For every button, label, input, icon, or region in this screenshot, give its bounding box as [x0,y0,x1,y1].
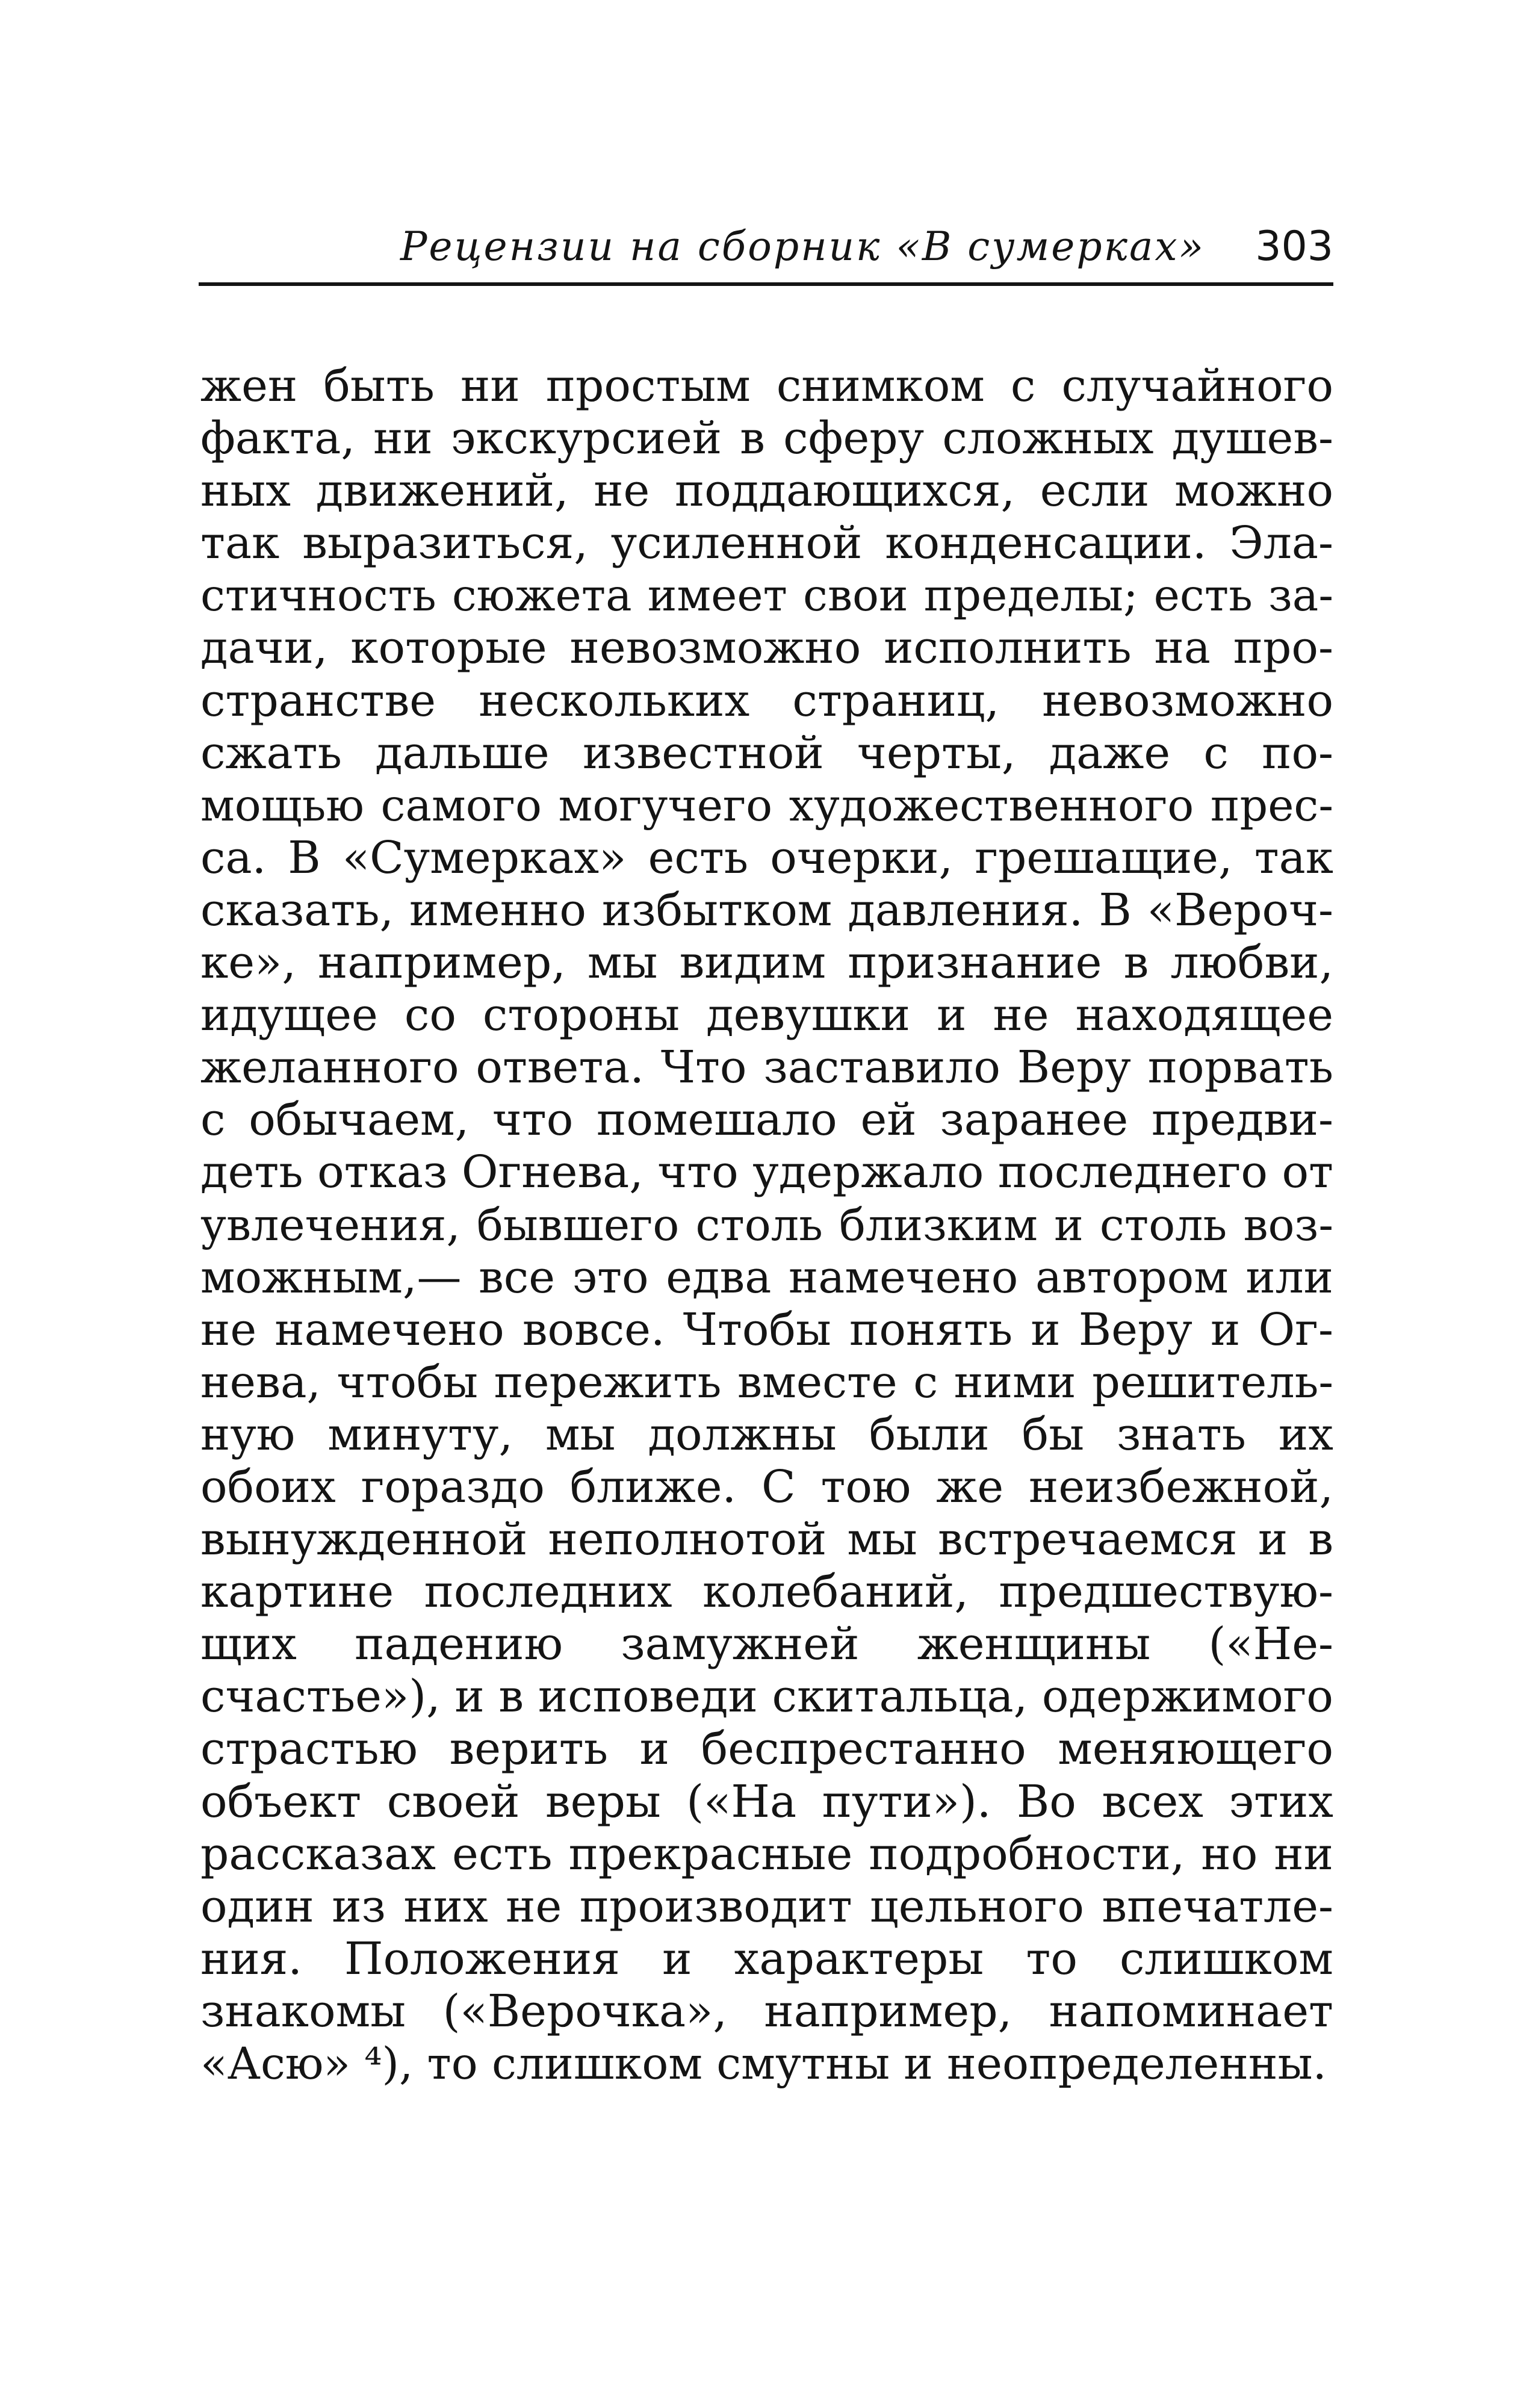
header-rule [199,282,1333,286]
text-line: дачи, которые невозможно исполнить на про- [200,622,1333,674]
page-number: 303 [1255,223,1333,270]
text-line: факта, ни экскурсией в сферу сложных душев- [200,412,1333,465]
running-title: Рецензии на сборник «В сумерках» [400,223,1205,270]
text-line: объект своей веры («На пути»). Во всех этих [200,1775,1333,1828]
text-line: увлечения, бывшего столь близким и столь воз- [200,1199,1333,1251]
text-line: картине последних колебаний, предшествую- [200,1566,1333,1618]
text-line: мощью самого могучего художественного прес- [200,780,1333,831]
text-line: ную минуту, мы должны были бы знать их [200,1408,1333,1460]
text-line: обоих гораздо ближе. С тою же неизбежной, [200,1460,1333,1513]
text-line: идущее со стороны девушки и не находящее [200,989,1333,1041]
text-line: так выразиться, усиленной конденсации. Эла- [200,517,1333,569]
text-line: не намечено вовсе. Чтобы понять и Веру и Ог- [200,1303,1333,1356]
text-line: счастье»), и в исповеди скитальца, одержимого [200,1671,1333,1723]
text-line: «Асю» ⁴), то слишком смутны и неопределенны. [200,2038,1327,2090]
text-line: знакомы («Верочка», например, напоминает [200,1985,1333,2037]
text-line: с обычаем, что помешало ей заранее предви- [200,1094,1333,1146]
text-line: желанного ответа. Что заставило Веру порвать [200,1041,1333,1094]
text-line: сжать дальше известной черты, даже с по- [200,727,1333,779]
text-line: ных движений, не поддающихся, если можно [200,465,1333,517]
text-line: странстве нескольких страниц, невозможно [200,674,1333,727]
body-text [200,360,1333,2090]
text-line: стичность сюжета имеет свои пределы; есть за- [200,570,1333,622]
running-head [199,214,1333,280]
text-line: нева, чтобы пережить вместе с ними решитель- [200,1356,1333,1408]
text-line: сказать, именно избытком давления. В «Вероч- [200,884,1333,936]
text-line: вынужденной неполнотой мы встречаемся и в [200,1513,1333,1566]
text-line: рассказах есть прекрасные подробности, но ни [200,1828,1333,1880]
text-line: один из них не производит цельного впечатле- [200,1880,1333,1932]
text-line: страстью верить и беспрестанно меняющего [200,1723,1333,1775]
text-line: деть отказ Огнева, что удержало последнего от [200,1146,1333,1199]
text-line: са. В «Сумерках» есть очерки, грешащие, так [200,831,1333,884]
text-line: ке», например, мы видим признание в любви, [200,937,1333,989]
text-line: щих падению замужней женщины («Не- [200,1618,1333,1671]
text-line: жен быть ни простым снимком с случайного [200,360,1333,412]
text-line: можным,— все это едва намечено автором или [200,1251,1333,1303]
text-line: ния. Положения и характеры то слишком [200,1932,1333,1985]
